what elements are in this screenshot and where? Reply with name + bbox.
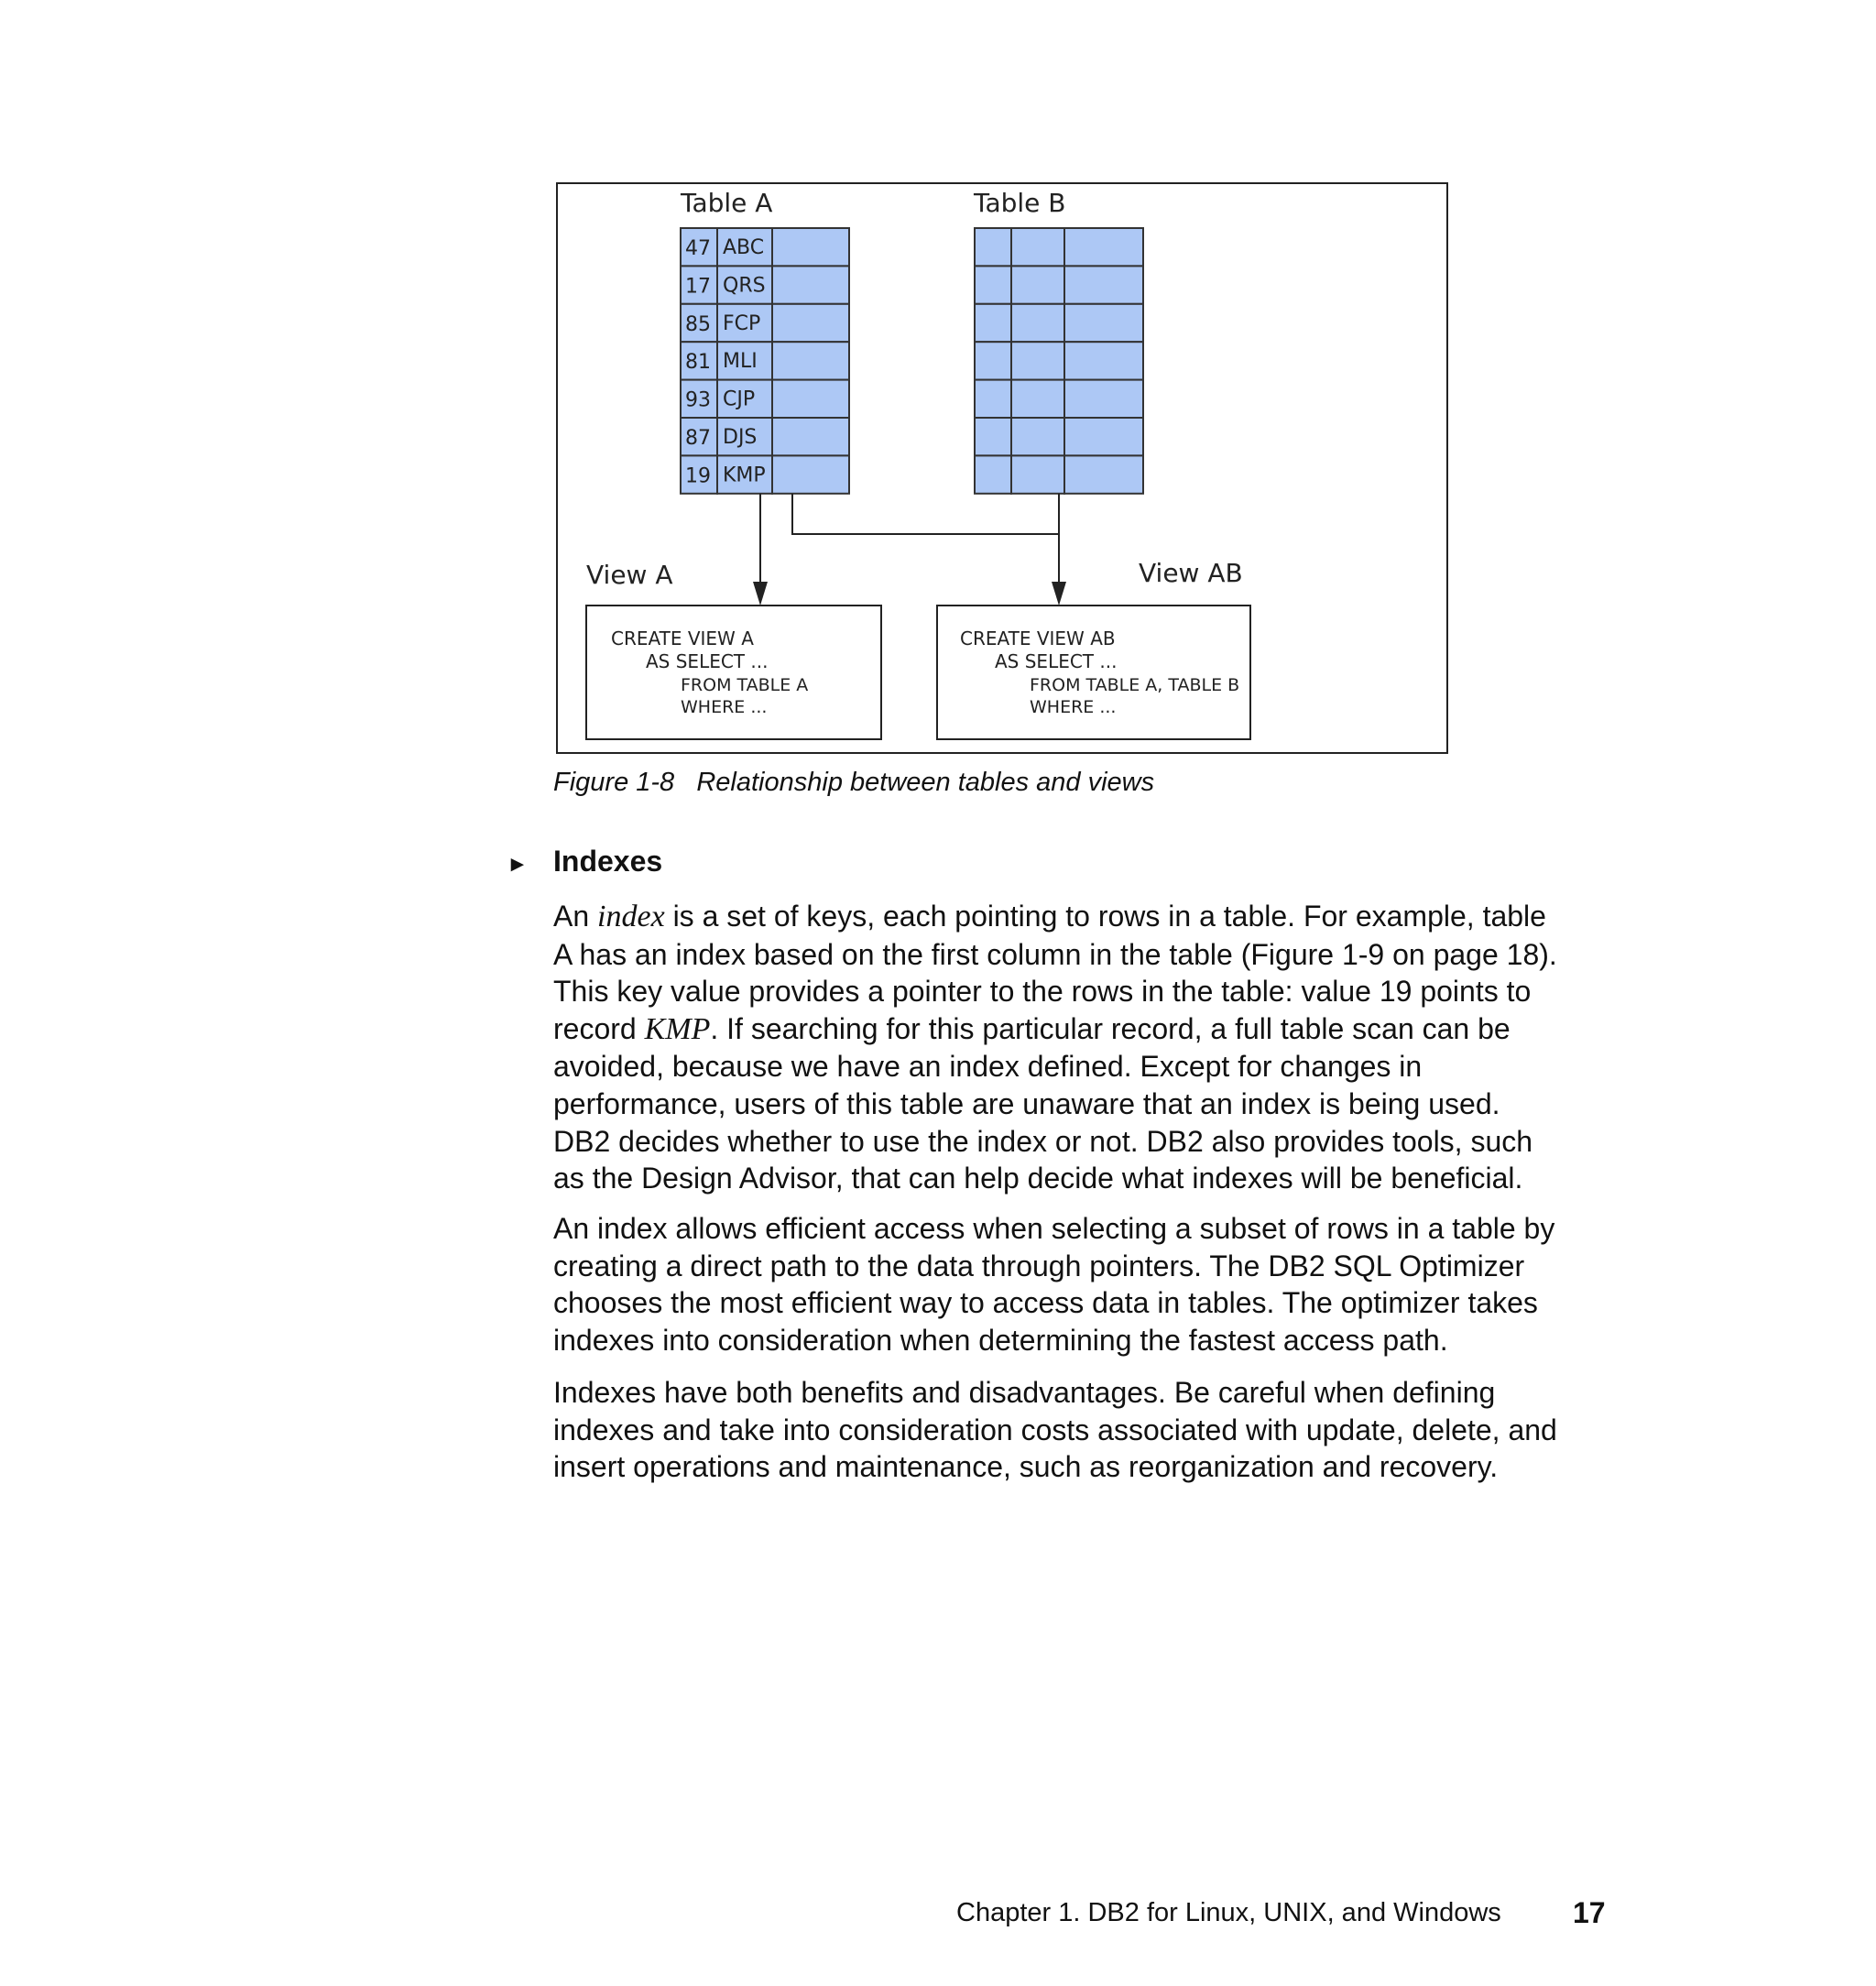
table-b-cell [1064, 304, 1143, 342]
paragraph-line: chooses the most efficient way to access data in tables. The optimizer takes [553, 1286, 1538, 1320]
view-ab-box [937, 606, 1250, 739]
table-a-data-cell [772, 455, 849, 493]
table-b-cell [975, 380, 1011, 418]
paragraph-line: This key value provides a pointer to the rows in the table: value 19 points to [553, 975, 1532, 1009]
page-number: 17 [1573, 1896, 1606, 1929]
table-b-cell [975, 304, 1011, 342]
paragraph-line: as the Design Advisor, that can help decide what indexes will be beneficial. [553, 1162, 1523, 1195]
tables-views-diagram [556, 182, 1454, 756]
table-b-cell [1064, 342, 1143, 379]
table-a-key: 17 [685, 275, 711, 299]
view-ab-sql-line-1: CREATE VIEW AB [960, 627, 1116, 649]
table-a-code: CJP [723, 387, 756, 411]
table-a-data-cell [772, 266, 849, 303]
view-ab-title: View AB [1139, 558, 1243, 588]
table-b-cell [1011, 304, 1064, 342]
table-b-cell [1011, 342, 1064, 379]
table-b-title: Table B [974, 188, 1066, 218]
view-a-sql-line-1: CREATE VIEW A [611, 627, 754, 649]
table-b-cell [975, 455, 1011, 493]
figure-tables-views [556, 182, 1454, 756]
table-b-cell [1064, 228, 1143, 266]
paragraph-line: A has an index based on the first column in the table (Figure 1-9 on page 18). [553, 937, 1557, 971]
table-b-cell [1011, 455, 1064, 493]
table-b-cell [1064, 380, 1143, 418]
view-ab-sql-line-4: WHERE ... [1030, 697, 1117, 717]
table-b-cell [1064, 455, 1143, 493]
paragraph-line: avoided, because we have an index defined. Except for changes in [553, 1050, 1423, 1084]
table-a-key: 87 [685, 427, 711, 450]
table-a-key: 19 [685, 464, 711, 488]
view-ab-sql-line-3: FROM TABLE A, TABLE B [1030, 675, 1240, 695]
table-b-cell [975, 228, 1011, 266]
section-heading-indexes: Indexes [553, 845, 663, 878]
paragraph-line: record KMP. If searching for this particular record, a full table scan can be [553, 1011, 1511, 1046]
view-a-sql-line-2: AS SELECT ... [646, 650, 769, 672]
paragraph-line: DB2 decides whether to use the index or not. DB2 also provides tools, such [553, 1124, 1533, 1158]
table-b-cell [975, 342, 1011, 379]
table-b-cell [975, 266, 1011, 303]
paragraph-efficient-access [553, 1210, 1616, 1359]
paragraph-line: An index allows efficient access when selecting a subset of rows in a table by [553, 1212, 1555, 1245]
paragraph-line: performance, users of this table are unaware that an index is being used. [553, 1086, 1500, 1120]
table-a-data-cell [772, 304, 849, 342]
table-b [975, 228, 1143, 494]
term-kmp: KMP [644, 1011, 711, 1046]
table-b-cell [1011, 266, 1064, 303]
table-a-data-cell [772, 342, 849, 379]
table-a-key: 81 [685, 351, 711, 375]
view-a-title: View A [586, 560, 673, 590]
table-a-data-cell [772, 418, 849, 455]
paragraph-index-definition [553, 898, 1616, 1197]
table-a-code: QRS [723, 274, 766, 298]
paragraph-line: insert operations and maintenance, such as reorganization and recovery. [553, 1450, 1499, 1484]
table-a-key: 85 [685, 312, 711, 336]
table-b-cell [1011, 380, 1064, 418]
paragraph-line: creating a direct path to the data through pointers. The DB2 SQL Optimizer [553, 1249, 1525, 1282]
view-a-sql-line-4: WHERE ... [681, 697, 768, 717]
table-a-data-cell [772, 228, 849, 266]
table-b-cell [1011, 228, 1064, 266]
footer-chapter-title: Chapter 1. DB2 for Linux, UNIX, and Windows [956, 1898, 1501, 1927]
view-a-sql-line-3: FROM TABLE A [681, 675, 809, 695]
table-b-cell [975, 418, 1011, 455]
table-b-cell [1064, 266, 1143, 303]
figure-caption: Figure 1-8 Relationship between tables and views [553, 768, 1155, 797]
table-a-code: ABC [723, 236, 765, 259]
table-a [681, 228, 849, 494]
term-index: index [597, 900, 665, 933]
paragraph-line: indexes and take into consideration costs associated with update, delete, and [553, 1413, 1557, 1446]
table-a-code: DJS [723, 426, 758, 449]
table-a-key: 93 [685, 388, 711, 412]
table-b-cell [1011, 418, 1064, 455]
paragraph-line: An index is a set of keys, each pointing to rows in a table. For example, table [553, 900, 1546, 933]
paragraph-line: indexes into consideration when determining the fastest access path. [553, 1323, 1448, 1357]
table-a-code: MLI [723, 350, 758, 374]
table-b-cell [1064, 418, 1143, 455]
paragraph-line: Indexes have both benefits and disadvantages. Be careful when defining [553, 1376, 1496, 1409]
bullet-triangle-icon: ► [507, 852, 529, 877]
table-a-data-cell [772, 380, 849, 418]
view-a-box [586, 606, 881, 739]
table-a-key: 47 [685, 237, 711, 260]
paragraph-benefits [553, 1374, 1616, 1486]
table-a-code: KMP [723, 464, 766, 487]
view-ab-sql-line-2: AS SELECT ... [995, 650, 1118, 672]
table-a-code: FCP [723, 311, 761, 335]
table-a-title: Table A [681, 188, 773, 218]
